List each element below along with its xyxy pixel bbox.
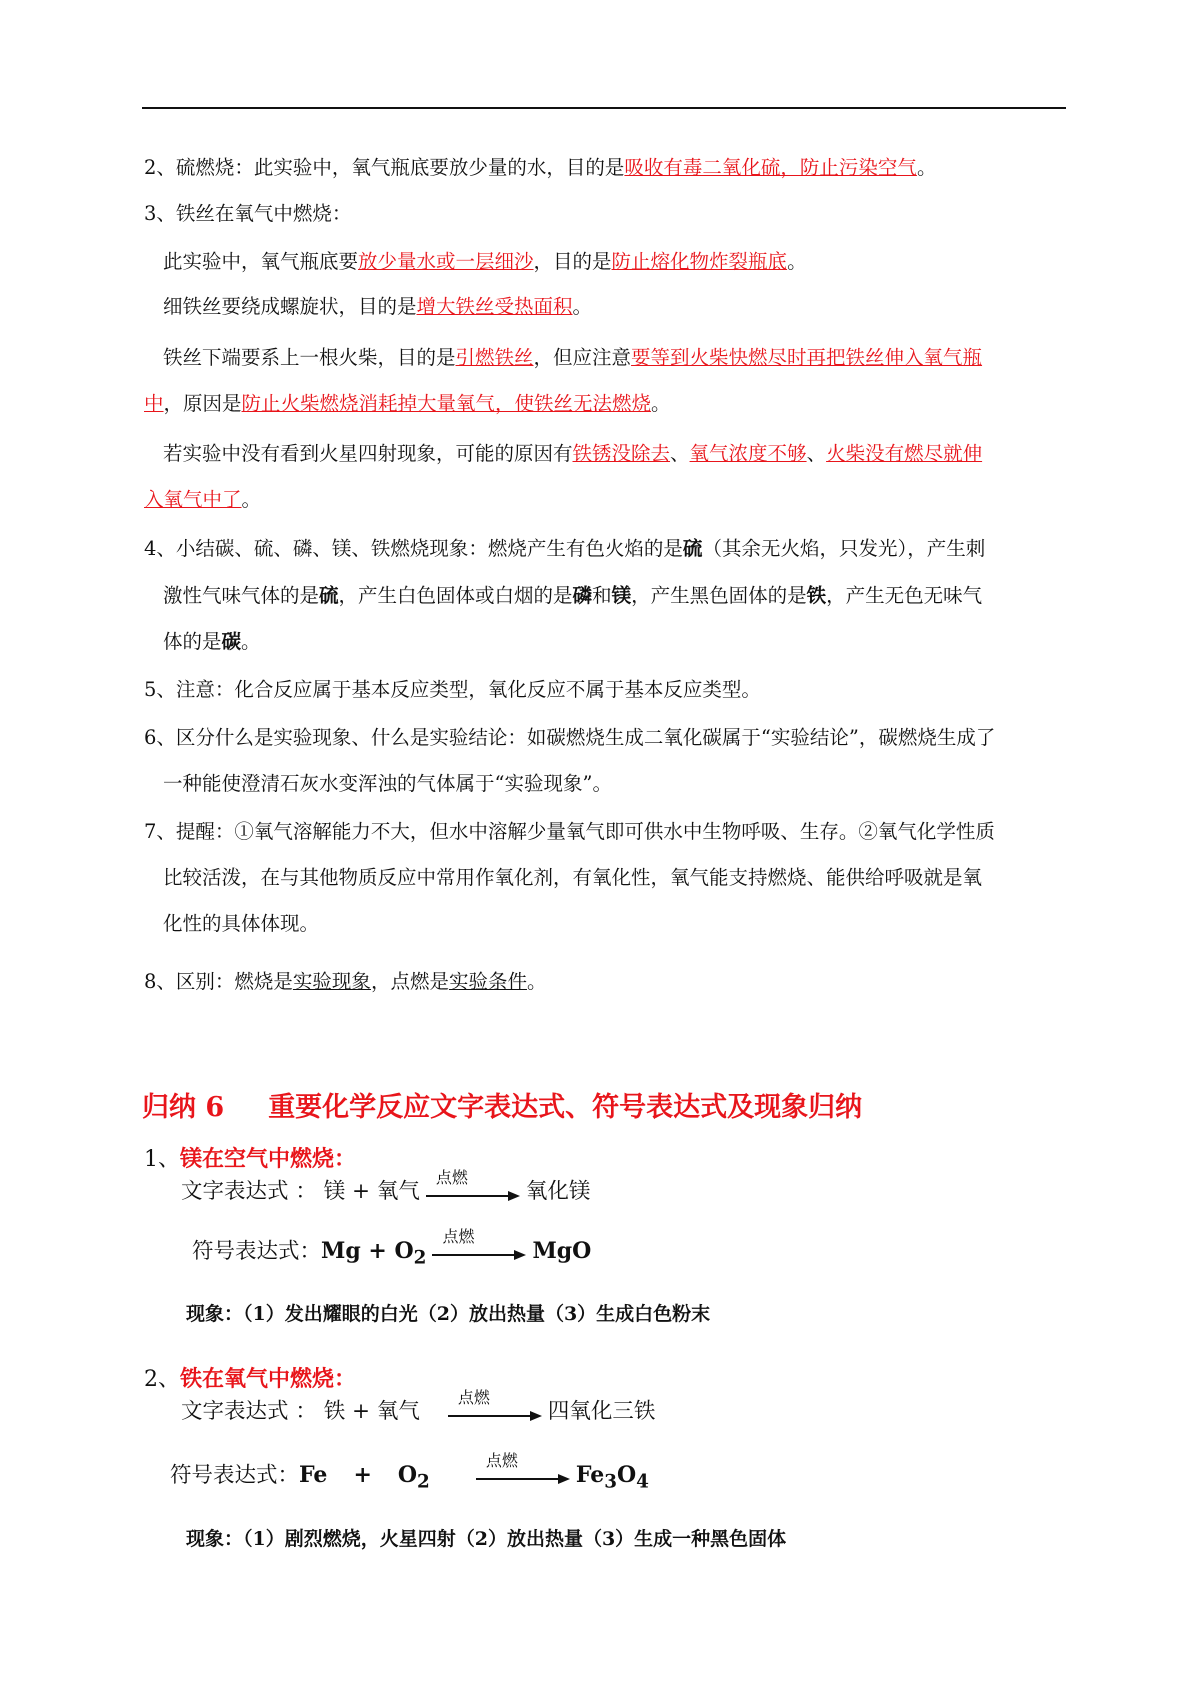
- highlight-answer: 防止熔化物炸裂瓶底: [611, 250, 788, 273]
- item-3-line-1: 此实验中，氧气瓶底要放少量水或一层细沙，目的是防止熔化物炸裂瓶底。: [163, 250, 807, 273]
- item-7-line-2: 比较活泼，在与其他物质反应中常用作氧化剂，有氧化性，氧气能支持燃烧、能供给呼吸就是氧: [163, 866, 983, 889]
- highlight-answer: 增大铁丝受热面积: [416, 295, 573, 318]
- item-7-line-1: 7、提醒：①氧气溶解能力不大，但水中溶解少量氧气即可供水中生物呼吸、生存。②氧气化学性质: [144, 820, 995, 843]
- item-4-line-2: 激性气味气体的是硫，产生白色固体或白烟的是磷和镁，产生黑色固体的是铁，产生无色无味气: [163, 584, 983, 607]
- reaction-1-phenomenon: 现象：（1）发出耀眼的白光（2）放出热量（3）生成白色粉末: [186, 1303, 711, 1325]
- reaction-2-heading: 2、铁在氧气中燃烧：: [144, 1366, 357, 1392]
- reaction-arrow: 点燃: [426, 1177, 520, 1207]
- highlight-answer: 引燃铁丝: [455, 346, 534, 369]
- item-4-line-1: 4、小结碳、硫、磷、镁、铁燃烧现象：燃烧产生有色火焰的是硫（其余无火焰，只发光），产生刺: [144, 537, 986, 560]
- highlight-answer: 防止火柴燃烧消耗掉大量氧气，使铁丝无法燃烧: [241, 392, 652, 415]
- highlight-answer: 要等到火柴快燃尽时再把铁丝伸入氧气瓶: [631, 346, 983, 369]
- highlight-answer: 放少量水或一层细沙: [358, 250, 534, 273]
- reaction-1-heading: 1、镁在空气中燃烧：: [144, 1146, 357, 1172]
- item-5: 5、注意：化合反应属于基本反应类型，氧化反应不属于基本反应类型。: [144, 678, 761, 701]
- reaction-2-word-equation: 文字表达式 ： 铁 + 氧气 点燃 四氧化三铁: [181, 1397, 655, 1427]
- item-2-sulfur: 2、硫燃烧：此实验中，氧气瓶底要放少量的水，目的是吸收有毒二氧化硫，防止污染空气。: [144, 156, 937, 179]
- highlight-answer: 中: [144, 392, 164, 415]
- highlight-answer: 铁锈没除去: [572, 442, 671, 465]
- highlight-answer: 火柴没有燃尽就伸: [826, 442, 983, 465]
- reaction-1-word-equation: 文字表达式 ： 镁 + 氧气 点燃 氧化镁: [181, 1177, 590, 1207]
- item-3-line-5: 若实验中没有看到火星四射现象，可能的原因有铁锈没除去、氧气浓度不够、火柴没有燃尽就伸: [163, 442, 983, 465]
- reaction-arrow: 点燃: [476, 1460, 570, 1490]
- item-3-line-6: 入氧气中了。: [144, 488, 262, 511]
- item-3-line-2: 细铁丝要绕成螺旋状，目的是增大铁丝受热面积。: [163, 295, 593, 318]
- item-3-line-3: 铁丝下端要系上一根火柴，目的是引燃铁丝，但应注意要等到火柴快燃尽时再把铁丝伸入氧气瓶: [163, 346, 983, 369]
- highlight-answer: 氧气浓度不够: [689, 442, 807, 465]
- section-6-heading: 归纳 6 重要化学反应文字表达式、符号表达式及现象归纳: [142, 1092, 863, 1123]
- item-3-title: 3、铁丝在氧气中燃烧：: [144, 202, 352, 225]
- reaction-arrow: 点燃: [432, 1236, 526, 1266]
- item-3-line-4: 中，原因是防止火柴燃烧消耗掉大量氧气，使铁丝无法燃烧。: [144, 392, 671, 415]
- item-6-line-2: 一种能使澄清石灰水变浑浊的气体属于“实验现象”。: [163, 772, 612, 795]
- highlight-answer: 吸收有毒二氧化硫，防止污染空气: [624, 156, 917, 179]
- header-rule: [142, 107, 1066, 109]
- highlight-answer: 入氧气中了: [144, 488, 242, 511]
- reaction-arrow: 点燃: [448, 1397, 542, 1427]
- reaction-2-symbol-equation: 符号表达式：$Fe + O_2$ 点燃 $Fe_3O_4$: [170, 1451, 649, 1493]
- reaction-1-symbol-equation: 符号表达式：$Mg + O_2$ 点燃 MgO: [192, 1227, 592, 1269]
- reaction-2-phenomenon: 现象：（1）剧烈燃烧，火星四射（2）放出热量（3）生成一种黑色固体: [186, 1528, 787, 1550]
- item-8: 8、区别：燃烧是实验现象，点燃是实验条件。: [144, 970, 547, 993]
- item-6-line-1: 6、区分什么是实验现象、什么是实验结论：如碳燃烧生成二氧化碳属于“实验结论”，碳燃烧生成了: [144, 726, 996, 749]
- item-4-line-3: 体的是碳。: [163, 630, 261, 653]
- item-7-line-3: 化性的具体体现。: [163, 912, 320, 935]
